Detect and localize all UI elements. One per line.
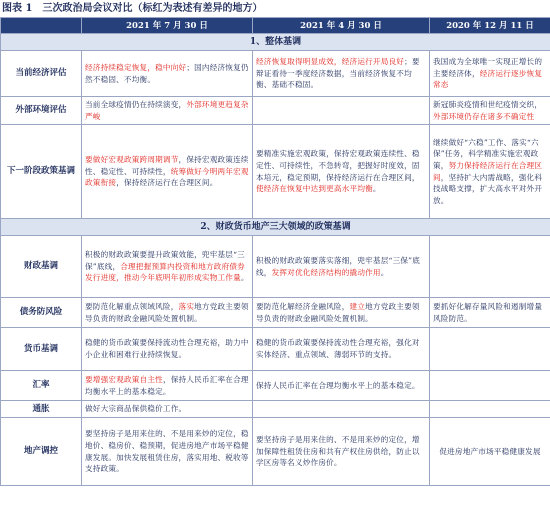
header-2020-12-11: 2020 年 12 月 11 日 [430, 18, 550, 34]
cell-2021-07 [82, 125, 253, 219]
highlighted-text: 努力保持经济运行在合理区间 [433, 160, 543, 182]
row-label: 通胀 [1, 401, 82, 418]
cell-2020-12 [430, 371, 550, 401]
header-corner [1, 18, 82, 34]
comparison-table [0, 17, 550, 486]
highlighted-text: 使经济在恢复中达到更高水平均衡 [256, 184, 373, 194]
table-row [1, 125, 550, 219]
text-segment: ，坚持扩大内需战略，强化科技战略支撑，扩大高水平对外开放。 [433, 172, 543, 205]
caption-title: 三次政治局会议对比（标红为表述有差异的地方） [42, 3, 263, 14]
highlighted-text: 发挥对优化经济结构的撬动作用 [271, 267, 381, 277]
table-row [1, 236, 550, 298]
row-label: 外部环境评估 [1, 97, 82, 125]
cell-2021-04 [253, 125, 430, 219]
row-label: 下一阶段政策基调 [1, 125, 82, 219]
text-segment: 地方党政主要领导负责的财政金融风险处置机制。 [85, 301, 249, 323]
text-segment: ，保持经济运行在合理区间。 [116, 178, 218, 188]
table-row [1, 328, 550, 371]
header-2021-04-30: 2021 年 4 月 30 日 [253, 18, 430, 34]
cell-2021-07 [82, 298, 253, 328]
text-segment: 做好大宗商品保供稳价工作。 [85, 404, 187, 414]
section-title-overall: 1、整体基调 [1, 34, 550, 51]
text-segment: 稳健的货币政策要保持流动性合理充裕，强化对实体经济、重点领域、薄弱环节的支持。 [256, 338, 420, 359]
table-row [1, 51, 550, 97]
text-segment: 地方党政主要领导负责的财政金融风险处置机制。 [256, 301, 420, 323]
text-segment: 新冠肺炎疫情和世纪疫情交织， [433, 99, 543, 109]
text-segment: 促进房地产市场平稳健康发展 [439, 446, 541, 456]
text-segment: 。 [372, 184, 381, 194]
table-row [1, 401, 550, 418]
highlighted-text: 要增强宏观政策自主性 [85, 374, 163, 384]
text-segment: ，保持人民币汇率在合理均衡水平上的基本稳定。 [85, 374, 249, 396]
highlighted-text: 统筹做好今明两年宏观政策衔接 [85, 166, 249, 188]
highlighted-text: 经济运行逐步恢复常态 [433, 68, 543, 90]
row-label: 债务防风险 [1, 298, 82, 328]
text-segment: 积极的财政政策要提升政策效能，兜牢基层“三保”底线， [85, 250, 245, 271]
cell-2021-04 [253, 97, 430, 125]
table-row [1, 371, 550, 401]
cell-2021-04 [253, 328, 430, 371]
text-segment: 要防范化解经济金融风险， [256, 301, 350, 311]
cell-2020-12 [430, 51, 550, 97]
text-segment: ，保持宏观政策连续性、稳定性、可持续性， [85, 155, 249, 176]
cell-2021-07 [82, 401, 253, 418]
highlighted-text: 外部环境更趋复杂严峻 [85, 99, 249, 121]
table-row [1, 97, 550, 125]
text-segment: 要精准实施宏观政策，保持宏观政策连续性、稳定性、可持续性，不急转弯，把握好时度效，固本培元，稳定预期，保持经济运行在合理区间， [256, 149, 420, 182]
highlighted-text: 要做好宏观政策跨周期调节 [85, 155, 179, 165]
text-segment: 当前全球疫情仍在持续演变， [85, 99, 187, 109]
cell-2021-07 [82, 236, 253, 298]
row-label: 汇率 [1, 371, 82, 401]
cell-2021-04 [253, 51, 430, 97]
header-row [1, 18, 550, 34]
cell-2020-12 [430, 125, 550, 219]
row-label: 当前经济评估 [1, 51, 82, 97]
text-segment: ；国内经济恢复仍然不稳固、不均衡。 [85, 62, 249, 84]
cell-2021-07 [82, 51, 253, 97]
text-segment: 继续做好“六稳”工作、落实“六保”任务，科学精准实施宏观政策， [433, 137, 539, 170]
text-segment: 保持人民币汇率在合理均衡水平上的基本稳定。 [256, 380, 420, 390]
cell-2021-04 [253, 418, 430, 486]
text-segment: 稳健的货币政策要保持流动性合理充裕，助力中小企业和困难行业持续恢复。 [85, 338, 249, 359]
text-segment: 要防范化解重点领域风险， [85, 301, 179, 311]
header-2021-07-30: 2021 年 7 月 30 日 [82, 18, 253, 34]
text-segment: 要坚持房子是用来住的、不是用来炒的定位，稳地价、稳房价、稳预期，促进房地产市场平稳健康发展。加快发展租赁住房，落实用地、税收等支持政策。 [85, 429, 249, 474]
cell-2020-12 [430, 236, 550, 298]
table-row [1, 418, 550, 486]
cell-2021-07 [82, 97, 253, 125]
cell-2021-07 [82, 418, 253, 486]
cell-2021-04 [253, 401, 430, 418]
text-segment: 要抓好化解存量风险和遏制增量风险防范。 [433, 301, 543, 323]
cell-2021-04 [253, 236, 430, 298]
row-label: 货币基调 [1, 328, 82, 371]
highlighted-text: 外部环境仍存在诸多不确定性 [433, 111, 535, 121]
highlighted-text: 合理把握预算内投资和地方政府债券发行进度，推动今年底明年初形成实物工作量 [85, 261, 245, 283]
section-row [1, 34, 550, 51]
section-row [1, 219, 550, 236]
row-label: 财政基调 [1, 236, 82, 298]
text-segment: 我国成为全球唯一实现正增长的主要经济体， [433, 57, 543, 78]
cell-2020-12 [430, 298, 550, 328]
section-title-policy: 2、财政货币地产三大领域的政策基调 [1, 219, 550, 236]
cell-2021-07 [82, 328, 253, 371]
cell-2020-12 [430, 418, 550, 486]
cell-2020-12 [430, 97, 550, 125]
caption-number: 图表 1 [2, 3, 33, 14]
table-row [1, 298, 550, 328]
text-segment: 。 [240, 273, 249, 283]
highlighted-text: 经济持续稳定恢复，稳中向好 [85, 62, 187, 72]
text-segment: 。 [380, 267, 389, 277]
highlighted-text: 建立 [349, 301, 366, 311]
highlighted-text: 经济恢复取得明显成效，经济运行开局良好 [256, 57, 405, 67]
text-segment: ；要辩证看待一季度经济数据，当前经济恢复不均衡、基础不稳固。 [256, 57, 420, 90]
text-segment: 积极的财政政策要落实落细，兜牢基层“三保”底线， [256, 255, 421, 277]
cell-2021-04 [253, 371, 430, 401]
text-segment: 要坚持房子是用来住的、不是用来炒的定位，增加保障性租赁住房和共有产权住房供给，防止以学区房等名义炒作房价。 [256, 435, 420, 468]
cell-2020-12 [430, 328, 550, 371]
cell-2020-12 [430, 401, 550, 418]
figure-caption [0, 0, 550, 17]
cell-2021-07 [82, 371, 253, 401]
highlighted-text: 落实 [178, 301, 195, 311]
row-label: 地产调控 [1, 418, 82, 486]
cell-2021-04 [253, 298, 430, 328]
